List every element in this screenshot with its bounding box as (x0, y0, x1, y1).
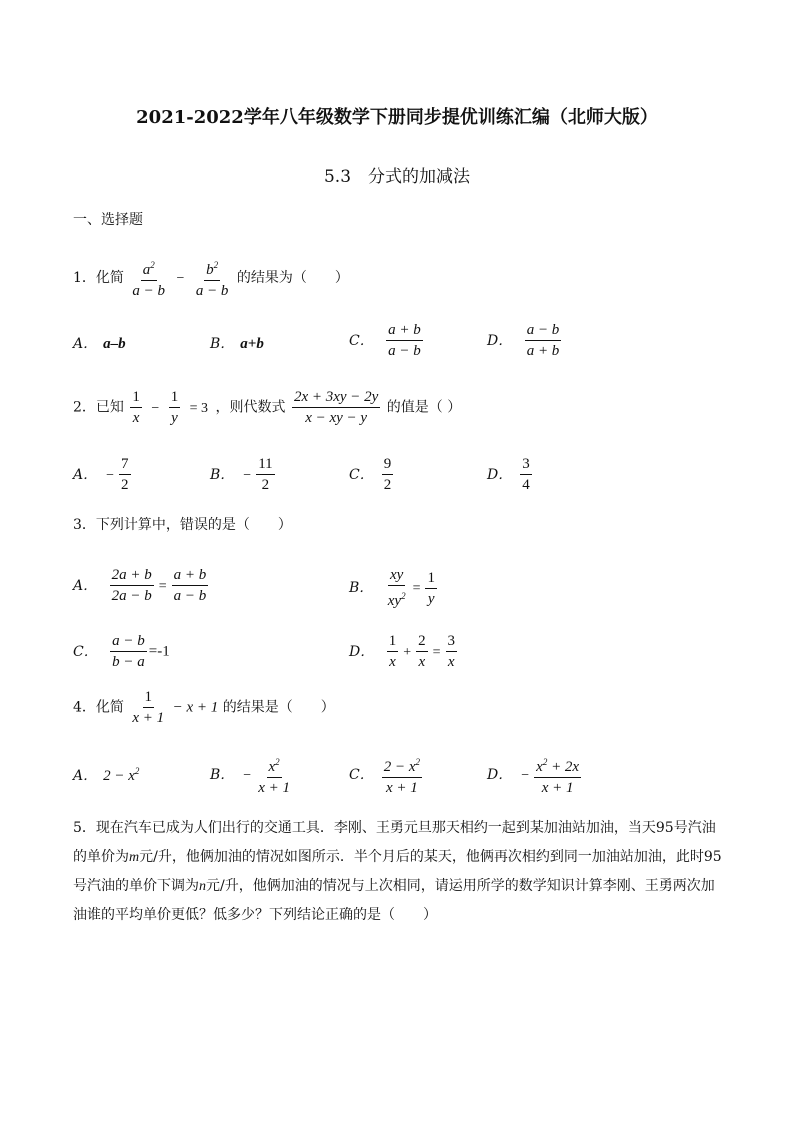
q1-option-d[interactable]: D． $\frac{a - b}{a + b}$ (487, 322, 560, 359)
q5-var-m: m (129, 850, 140, 865)
q3-option-c[interactable]: C． $\frac{a - b}{b - a}$ =-1 (73, 633, 170, 670)
q1-option-c[interactable]: C． $\frac{a + b}{a - b}$ (349, 322, 421, 359)
q4-option-a[interactable]: A． $2 - x^2$ (73, 766, 140, 784)
q2-option-d[interactable]: D． $\frac{3}{4}$ (487, 456, 530, 493)
q1-option-a[interactable]: A． a–b (73, 336, 126, 352)
q3-option-d[interactable]: D． $\frac{1}{x}$ + $\frac{2}{x}$ = $\frac{3}{x}$ (349, 633, 455, 670)
question-3: 3．下列计算中，错误的是（ ） (73, 517, 292, 533)
q1-option-b[interactable]: B． a+b (210, 336, 264, 352)
question-1: 1．化简 $\frac{a^2}{a - b}$ − $\frac{b^2}{a - b}$ 的结果为（ ） (73, 257, 349, 299)
q4-option-c[interactable]: C． $\frac{2 - x^2}{x + 1}$ (349, 754, 424, 796)
q1-frac-1: $\frac{a^2}{a - b}$ (130, 257, 167, 299)
q5-var-n: n (199, 879, 206, 894)
question-2: 2．已知 $\frac{1}{x}$ − $\frac{1}{y}$ = 3 ，则代数式 $\frac{2x + 3xy - 2y}{x - xy - y}$ 的值是（ ） (73, 389, 462, 426)
q2-option-c[interactable]: C． $\frac{9}{2}$ (349, 456, 392, 493)
q2-option-a[interactable]: A． − $\frac{7}{2}$ (73, 456, 129, 493)
q3-option-a[interactable]: A． $\frac{2a + b}{2a - b}$ = $\frac{a + b}{a - b}$ (73, 567, 207, 604)
q4-option-d[interactable]: D． − $\frac{x^2 + 2x}{x + 1}$ (487, 754, 583, 796)
question-4: 4．化简 $\frac{1}{x + 1}$ − x + 1 的结果是（ ） (73, 689, 335, 726)
paper-title: 2021-2022学年八年级数学下册同步提优训练汇编（北师大版） (136, 107, 658, 128)
paper-subtitle: 5.3 分式的加减法 (323, 167, 471, 187)
q1-option-b-value: a+b (240, 336, 264, 352)
q1-suffix: 的结果为（ ） (236, 270, 349, 286)
q2-option-b[interactable]: B． − $\frac{11}{2}$ (210, 456, 273, 493)
q1-prefix: 1．化简 (73, 270, 124, 286)
question-5: 5．现在汽车已成为人们出行的交通工具．李刚、王勇元旦那天相约一起到某加油站加油，当天95号汽油的单价为m元/升，他俩加油的情况如图所示．半个月后的某天，他俩再次相约到同一加油站加油，此时95号汽油的单价下调为n元/升，他俩加油的情况与上次相同，请运用所学的数学知识计算李刚、王勇两次加油谁的平均单价更低？低多少？下列结论正确的是（ ） (73, 820, 722, 923)
q3-option-b[interactable]: B． $\frac{xy}{xy^2}$ = $\frac{1}{y}$ (349, 567, 435, 609)
q1-frac-2: $\frac{b^2}{a - b}$ (194, 257, 231, 299)
q1-option-a-value: a–b (103, 336, 126, 352)
section-heading: 一、选择题 (73, 212, 143, 228)
q4-option-b[interactable]: B． − $\frac{x^2}{x + 1}$ (210, 754, 294, 796)
